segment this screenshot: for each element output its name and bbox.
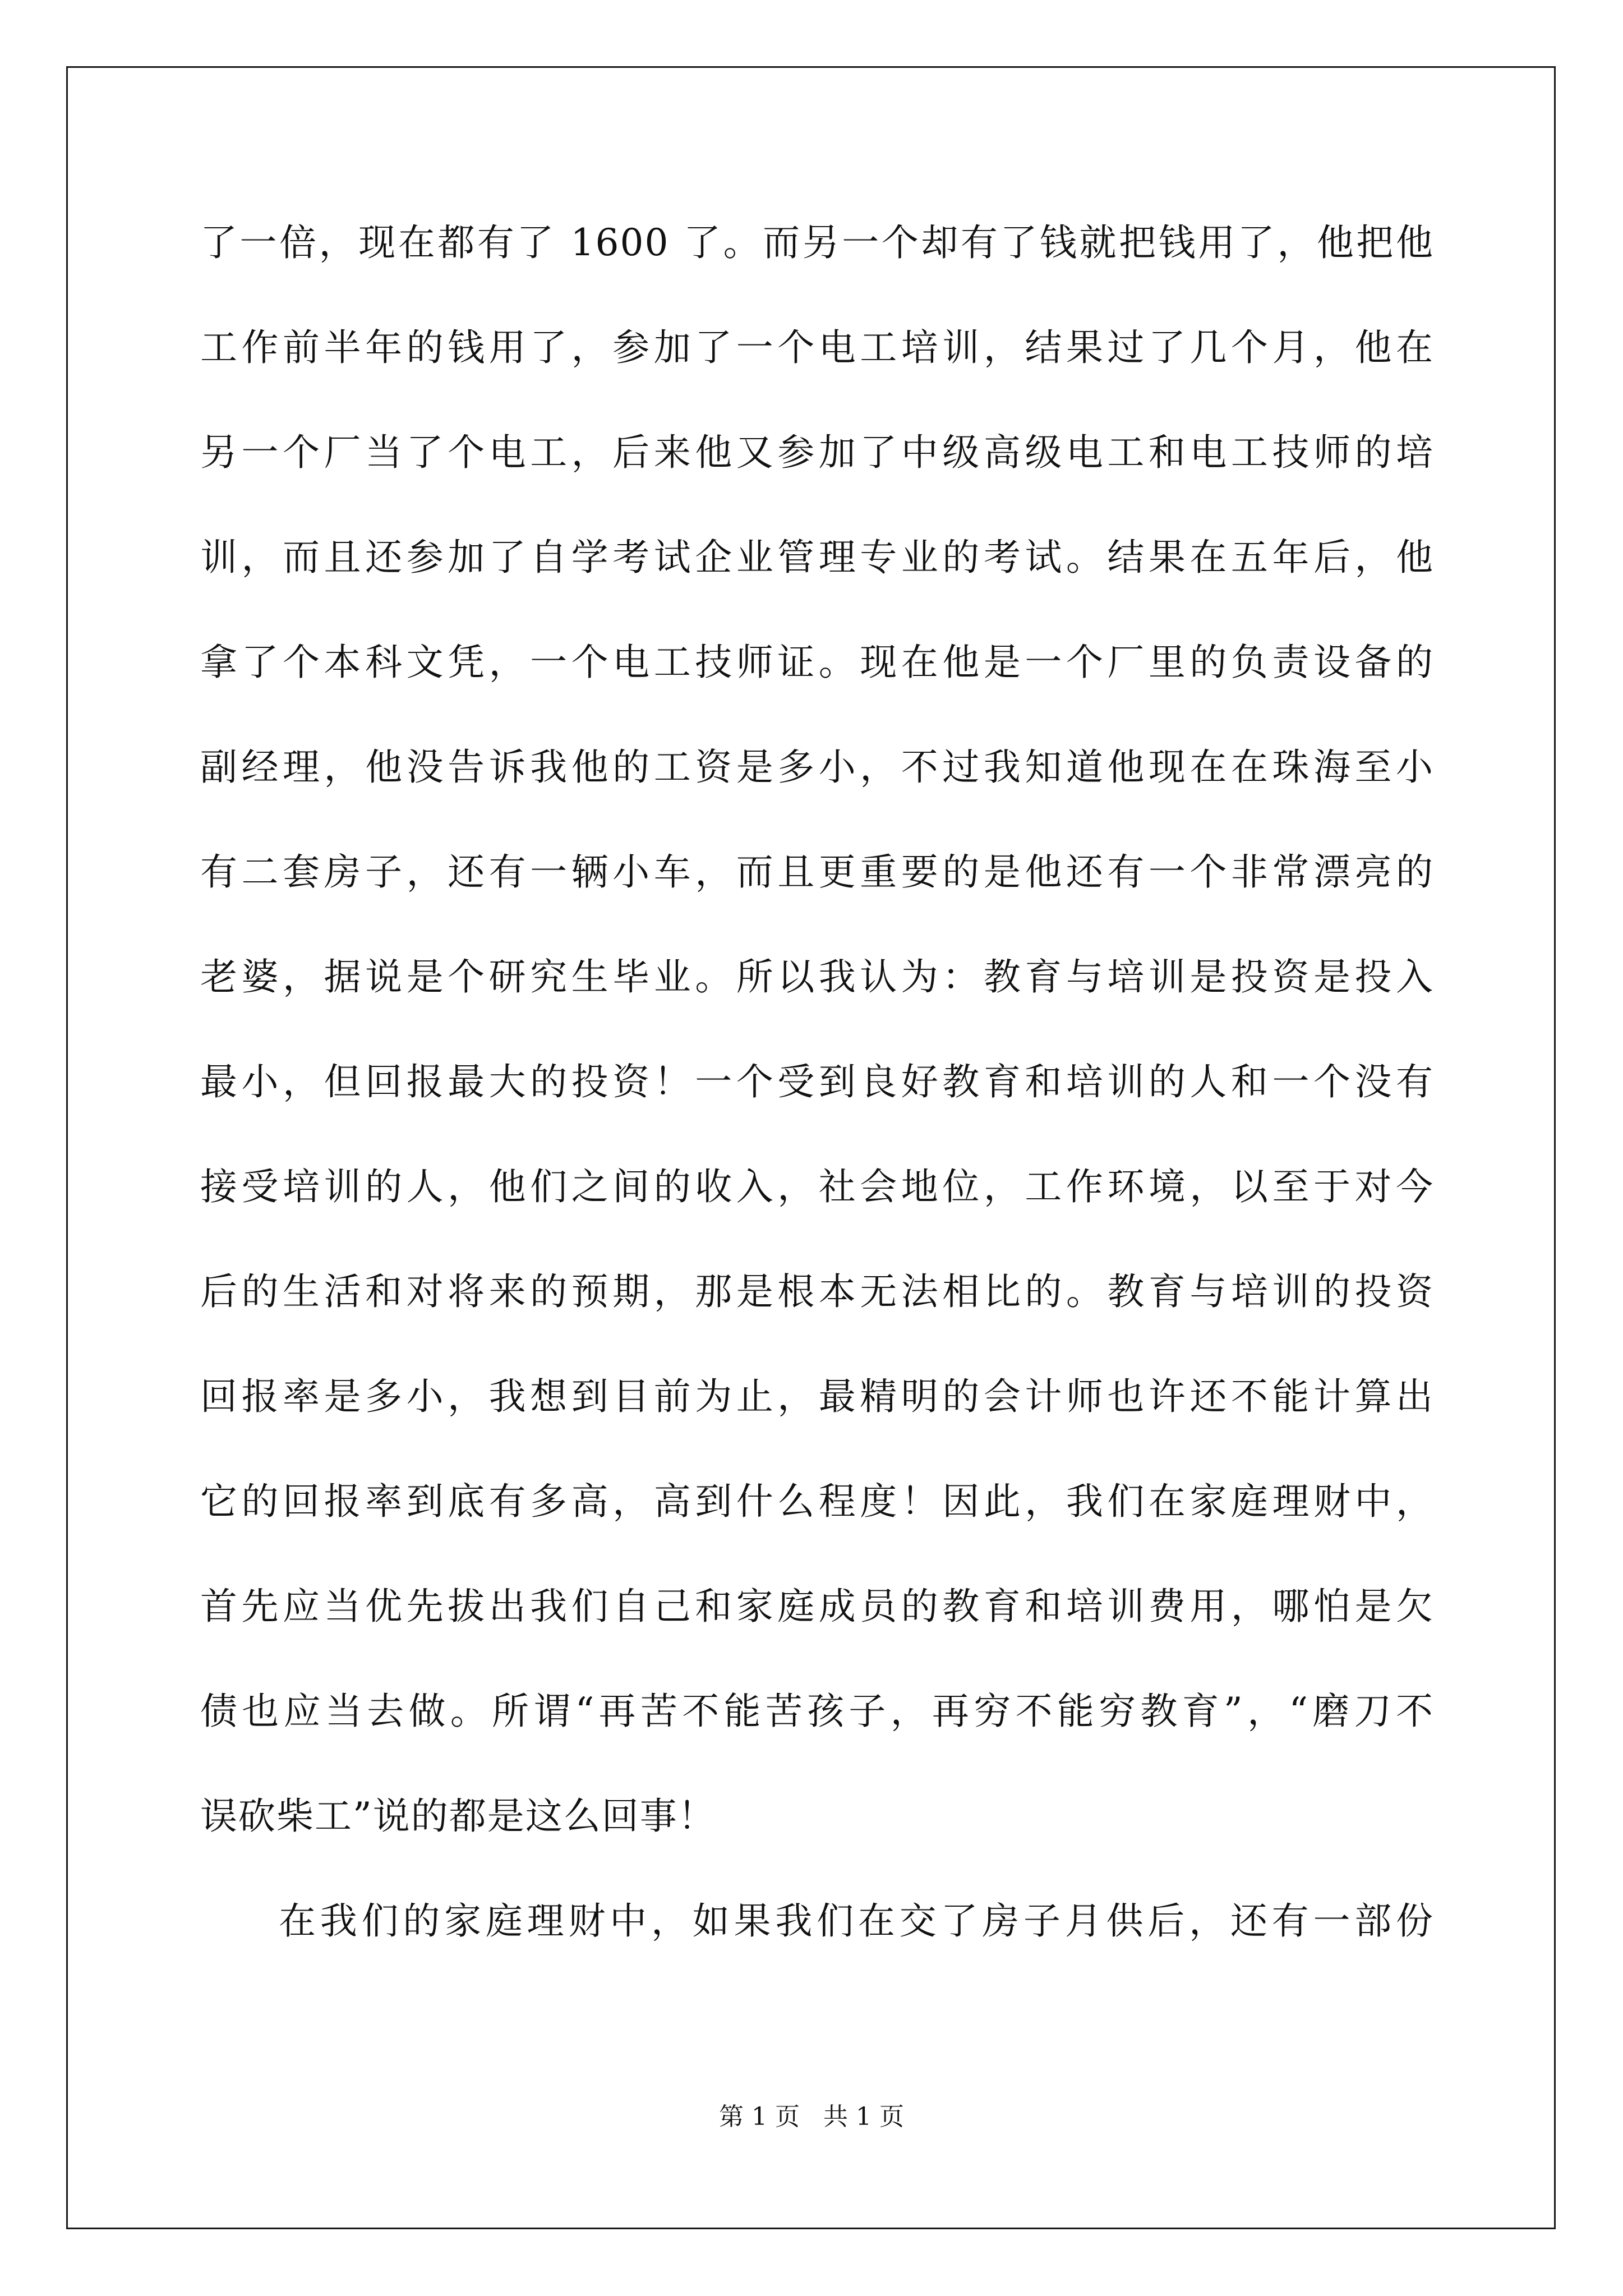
text-line: 有二套房子，还有一辆小车，而且更重要的是他还有一个非常漂亮的	[200, 850, 1434, 894]
text-line: 首先应当优先拔出我们自己和家庭成员的教育和培训费用，哪怕是欠	[200, 1585, 1434, 1628]
text-line: 后的生活和对将来的预期，那是根本无法相比的。教育与培训的投资	[200, 1270, 1434, 1313]
text-line: 训，而且还参加了自学考试企业管理专业的考试。结果在五年后，他	[200, 536, 1434, 579]
paragraph-first-line: 在我们的家庭理财中，如果我们在交了房子月供后，还有一部份	[279, 1899, 1434, 1943]
page-number: 第 1 页	[719, 2102, 800, 2131]
page-footer	[0, 2100, 1623, 2134]
text-line: 回报率是多小，我想到目前为止，最精明的会计师也许还不能计算出	[200, 1375, 1434, 1418]
text-line: 另一个厂当了个电工，后来他又参加了中级高级电工和电工技师的培	[200, 431, 1434, 474]
text-line: 误砍柴工”说的都是这么回事！	[200, 1795, 716, 1838]
text-line: 老婆，据说是个研究生毕业。所以我认为：教育与培训是投资是投入	[200, 955, 1434, 999]
page-total: 共 1 页	[823, 2102, 904, 2131]
text-line: 了一倍，现在都有了 1600 了。而另一个却有了钱就把钱用了，他把他	[200, 221, 1434, 264]
text-line: 副经理，他没告诉我他的工资是多小，不过我知道他现在在珠海至小	[200, 746, 1434, 789]
text-line: 工作前半年的钱用了，参加了一个电工培训，结果过了几个月，他在	[200, 326, 1434, 369]
text-line: 它的回报率到底有多高，高到什么程度！因此，我们在家庭理财中，	[200, 1480, 1434, 1523]
text-line: 拿了个本科文凭，一个电工技师证。现在他是一个厂里的负责设备的	[200, 641, 1434, 684]
text-line: 接受培训的人，他们之间的收入，社会地位，工作环境，以至于对今	[200, 1165, 1434, 1208]
text-line: 债也应当去做。所谓“再苦不能苦孩子，再穷不能穷教育”，“磨刀不	[200, 1690, 1434, 1733]
text-line: 最小，但回报最大的投资！一个受到良好教育和培训的人和一个没有	[200, 1060, 1434, 1103]
